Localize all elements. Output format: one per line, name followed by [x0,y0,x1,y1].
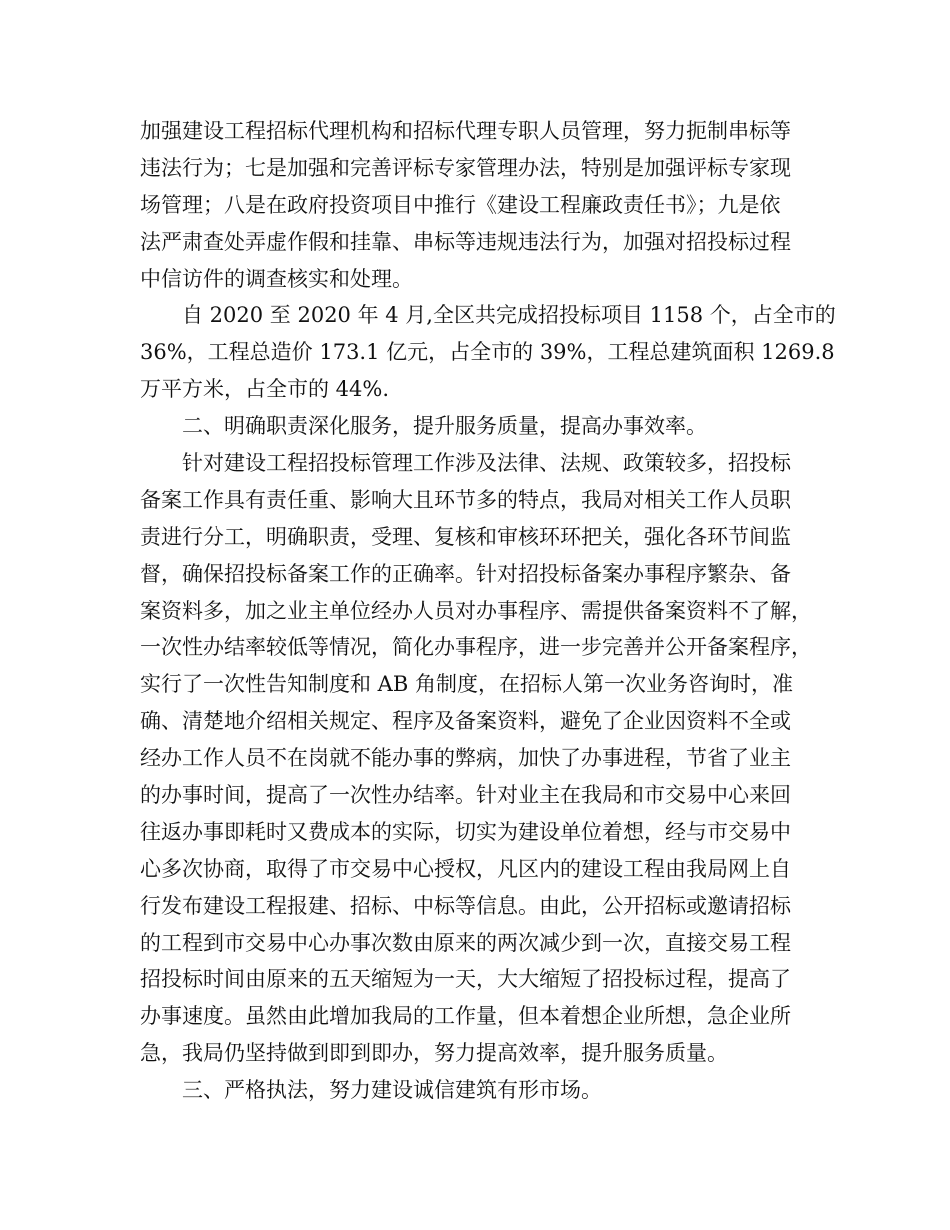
text-line: 往返办事即耗时又费成本的实际，切实为建设单位着想，经与市交易中 [140,819,791,844]
text-line: 实行了一次性告知制度和 AB 角制度，在招标人第一次业务咨询时，准 [140,672,793,697]
document-body [140,113,836,1109]
paragraph-first-line: 二、明确职责深化服务，提升服务质量，提高办事效率。 [182,414,707,439]
text-line: 行发布建设工程报建、招标、中标等信息。由此，公开招标或邀请招标 [140,893,791,918]
paragraph-first-line: 三、严格执法，努力建设诚信建筑有形市场。 [182,1078,602,1103]
text-line: 36%，工程总造价 173.1 亿元，占全市的 39%，工程总建筑面积 1269.8 [140,340,835,365]
paragraph-first-line: 自 2020 至 2020 年 4 月,全区共完成招投标项目 1158 个，占全市的 [182,303,836,328]
text-line: 违法行为；七是加强和完善评标专家管理办法，特别是加强评标专家现 [140,155,791,180]
text-line: 备案工作具有责任重、影响大且环节多的特点，我局对相关工作人员职 [140,487,791,512]
text-line: 招投标时间由原来的五天缩短为一天，大大缩短了招投标过程，提高了 [140,967,791,992]
text-line: 案资料多，加之业主单位经办人员对办事程序、需提供备案资料不了解， [140,598,812,623]
text-line: 的办事时间，提高了一次性办结率。针对业主在我局和市交易中心来回 [140,783,791,808]
text-line: 加强建设工程招标代理机构和招标代理专职人员管理，努力扼制串标等 [140,119,791,143]
text-line: 急，我局仍坚持做到即到即办，努力提高效率，提升服务质量。 [140,1041,728,1066]
text-line: 责进行分工，明确职责，受理、复核和审核环环把关，强化各环节间监 [140,524,791,549]
paragraph-first-line: 针对建设工程招投标管理工作涉及法律、法规、政策较多，招投标 [182,451,791,476]
text-line: 法严肃查处弄虚作假和挂靠、串标等违规违法行为，加强对招投标过程 [140,229,791,254]
text-line: 的工程到市交易中心办事次数由原来的两次减少到一次，直接交易工程 [140,930,791,955]
text-line: 办事速度。虽然由此增加我局的工作量，但本着想企业所想，急企业所 [140,1004,791,1029]
text-line: 督，确保招投标备案工作的正确率。针对招投标备案办事程序繁杂、备 [140,561,791,586]
text-line: 确、清楚地介绍相关规定、程序及备案资料，避免了企业因资料不全或 [140,709,791,734]
text-line: 场管理；八是在政府投资项目中推行《建设工程廉政责任书》；九是依 [140,192,781,217]
text-line: 心多次协商，取得了市交易中心授权，凡区内的建设工程由我局网上自 [140,856,791,881]
text-line: 经办工作人员不在岗就不能办事的弊病，加快了办事进程，节省了业主 [140,746,791,771]
text-line: 万平方米，占全市的 44%. [140,377,390,402]
text-line: 一次性办结率较低等情况，简化办事程序，进一步完善并公开备案程序， [140,635,812,660]
text-line: 中信访件的调查核实和处理。 [140,266,413,291]
